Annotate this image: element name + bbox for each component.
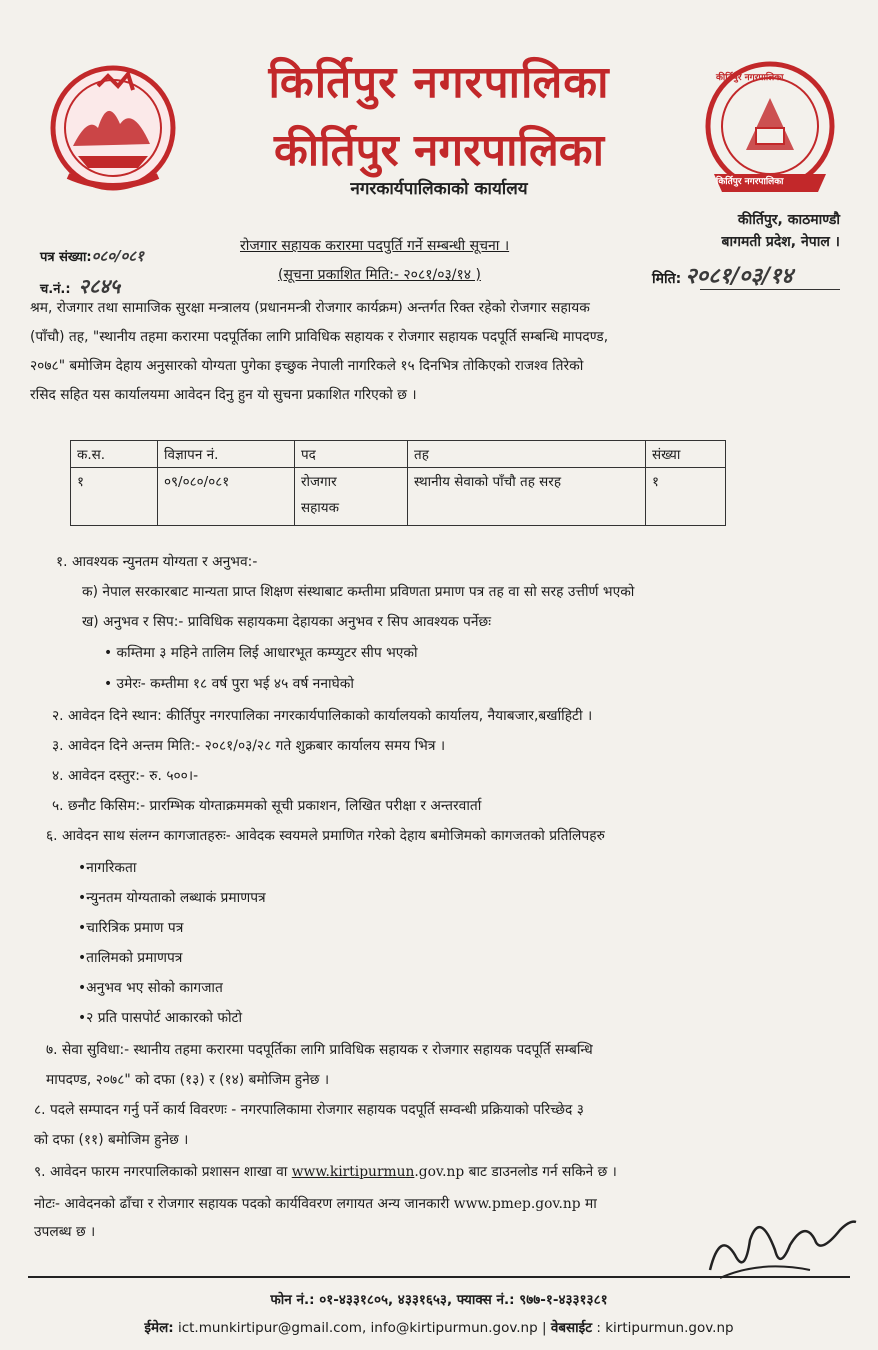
body-line: ५. छनौट किसिम:- प्रारम्भिक योग्ताक्रममको सूची प्रकाशन, लिखित परीक्षा र अन्तरवार्ता <box>52 798 482 814</box>
post-line-2: सहायक <box>301 500 339 516</box>
date-label: मिति: <box>652 271 682 287</box>
item-9-link-rest: .gov.np <box>414 1164 465 1180</box>
email-value: ict.munkirtipur@gmail.com, info@kirtipurmun.gov.np | <box>173 1320 551 1336</box>
body-line: ८. पदले सम्पादन गर्नु पर्ने कार्य विवरणः - नगरपालिकामा रोजगार सहायक पदपूर्ति सम्वन्धी प्रक्रियाको परिच्छेद ३ <box>34 1102 584 1118</box>
body-line: • उमेरः- कम्तीमा १८ वर्ष पुरा भई ४५ वर्ष ननाघेको <box>104 676 354 692</box>
seal-text-top: कीर्तिपुर नगरपालिका <box>716 73 784 83</box>
table-cell-post <box>295 468 408 526</box>
body-line: को दफा (११) बमोजिम हुनेछ । <box>34 1132 189 1148</box>
phone-value: ०१-४३३१८०५, ४३३१६५३, फ्याक्स नं.: ९७७-१-४३३१३८१ <box>314 1292 608 1308</box>
location-line-2: बागमती प्रदेश, नेपाल । <box>721 234 840 250</box>
patra-sankhya <box>40 246 144 266</box>
table-header-row <box>71 441 726 468</box>
letter-date <box>652 260 793 290</box>
published-date: (सूचना प्रकाशित मिति:- २०८१/०३/१४ ) <box>278 267 481 283</box>
body-line: क) नेपाल सरकारबाट मान्यता प्राप्त शिक्षण संस्थाबाट कम्तीमा प्रविणता प्रमाण पत्र तह वा सो सरह उत्तीर्ण भएको <box>82 584 635 600</box>
intro-line: (पाँचौ) तह, "स्थानीय तहमा करारमा पदपूर्तिका लागि प्राविधिक सहायक र रोजगार सहायक पदपूर्ति सम्बन्धि मापदण्ड, <box>30 329 609 345</box>
post-line-1: रोजगार <box>301 474 337 490</box>
body-line: ३. आवेदन दिने अन्तम मिति:- २०८१/०३/२८ गते शुक्रबार कार्यालय समय भित्र । <box>52 738 446 754</box>
body-line: • कम्तिमा ३ महिने तालिम लिई आधारभूत कम्प्युटर सीप भएको <box>104 645 418 661</box>
chalani-label: च.नं.: <box>40 282 71 297</box>
item-9-prefix: ९. आवेदन फारम नगरपालिकाको प्रशासन शाखा वा <box>34 1164 292 1180</box>
table-header: क.स. <box>71 441 158 468</box>
table-cell-count: १ <box>646 468 726 526</box>
kirtipurmun-link[interactable]: www.kirtipurmun <box>291 1164 415 1180</box>
footer-phone <box>0 1290 878 1308</box>
email-label: ईमेल: <box>144 1320 174 1336</box>
location-line-1: कीर्तिपुर, काठमाण्डौ <box>737 212 840 228</box>
chalani-value: २८४५ <box>78 274 121 298</box>
note-suffix: मा <box>580 1196 597 1212</box>
footer-divider <box>28 1276 850 1278</box>
body-line: ख) अनुभव र सिप:- प्राविधिक सहायकमा देहायका अनुभव र सिप आवश्यक पर्नेछः <box>82 614 491 630</box>
body-line: •अनुभव भए सोको कागजात <box>78 980 223 996</box>
table-cell-sn: १ <box>71 468 158 526</box>
body-line: ७. सेवा सुविधा:- स्थानीय तहमा करारमा पदपूर्तिका लागि प्राविधिक सहायक र रोजगार सहायक पदपूर्ति सम्बन्धि <box>46 1042 593 1058</box>
body-line: ४. आवेदन दस्तुर:- रु. ५००।- <box>52 768 199 784</box>
seal-text-bottom: किर्तिपुर नगरपालिका <box>716 177 784 187</box>
intro-line: श्रम, रोजगार तथा सामाजिक सुरक्षा मन्त्रालय (प्रधानमन्त्री रोजगार कार्यक्रम) अन्तर्गत रिक्त रहेको रोजगार सहायक <box>30 300 590 316</box>
header-title-top: किर्तिपुर नगरपालिका <box>268 57 610 108</box>
intro-paragraph <box>30 294 830 410</box>
phone-label: फोन नं.: <box>270 1292 315 1308</box>
header-office: नगरकार्यपालिकाको कार्यालय <box>350 179 528 199</box>
body-line: २. आवेदन दिने स्थान: कीर्तिपुर नगरपालिका नगरकार्यपालिकाको कार्यालयको कार्यालय, नैयाबजार,बर्खाहिटी । <box>52 708 593 724</box>
footer-email <box>0 1318 878 1336</box>
intro-line: रसिद सहित यस कार्यालयमा आवेदन दिनु हुन यो सुचना प्रकाशित गरिएको छ । <box>30 387 417 403</box>
table-header: पद <box>295 441 408 468</box>
table-header: तह <box>408 441 646 468</box>
header-title-main: कीर्तिपुर नगरपालिका <box>274 125 604 176</box>
patra-label: पत्र संख्या: <box>40 250 92 265</box>
table-row <box>71 468 726 526</box>
intro-line: २०७८" बमोजिम देहाय अनुसारको योग्यता पुगेका इच्छुक नेपाली नागरिकले १५ दिनभित्र तोकिएको राजश्व तिरेको <box>30 358 584 374</box>
body-line: •चारित्रिक प्रमाण पत्र <box>78 920 184 936</box>
table-header: विज्ञापन नं. <box>158 441 295 468</box>
note-line-2: उपलब्ध छ । <box>34 1224 96 1240</box>
notice-subject: रोजगार सहायक करारमा पदपुर्ति गर्ने सम्बन्धी सूचना । <box>240 238 510 254</box>
note-line-1 <box>34 1194 597 1213</box>
table-cell-ad-no: ०९/०८०/०८१ <box>158 468 295 526</box>
note-prefix: नोटः- आवेदनको ढाँचा र रोजगार सहायक पदको कार्यविवरण लगायत अन्य जानकारी <box>34 1196 454 1212</box>
date-value: २०८१/०३/१४ <box>685 263 793 289</box>
item-9-download <box>34 1162 617 1181</box>
body-line: •२ प्रति पासपोर्ट आकारको फोटो <box>78 1010 243 1026</box>
website-value: : kirtipurmun.gov.np <box>592 1320 734 1336</box>
table-header: संख्या <box>646 441 726 468</box>
pmep-link[interactable]: www.pmep.gov.np <box>453 1196 581 1212</box>
body-line: १. आवश्यक न्युनतम योग्यता र अनुभव:- <box>56 554 258 570</box>
item-9-suffix: बाट डाउनलोड गर्न सकिने छ । <box>464 1164 617 1180</box>
patra-value: ०८०/०८१ <box>91 247 144 265</box>
body-line: •नागरिकता <box>78 860 137 876</box>
website-label: वेबसाईट <box>550 1320 593 1336</box>
vacancy-table <box>70 440 726 526</box>
body-line: •न्युनतम योग्यताको लब्धाकं प्रमाणपत्र <box>78 890 266 906</box>
date-underline <box>700 289 840 290</box>
body-line: ६. आवेदन साथ संलग्न कागजातहरुः- आवेदक स्वयमले प्रमाणित गरेको देहाय बमोजिमको कागजतको प्रतिलिपहरु <box>46 828 605 844</box>
table-cell-level: स्थानीय सेवाको पाँचौ तह सरह <box>408 468 646 526</box>
body-line: मापदण्ड, २०७८" को दफा (१३) र (१४) बमोजिम हुनेछ । <box>46 1072 330 1088</box>
body-line: •तालिमको प्रमाणपत्र <box>78 950 183 966</box>
